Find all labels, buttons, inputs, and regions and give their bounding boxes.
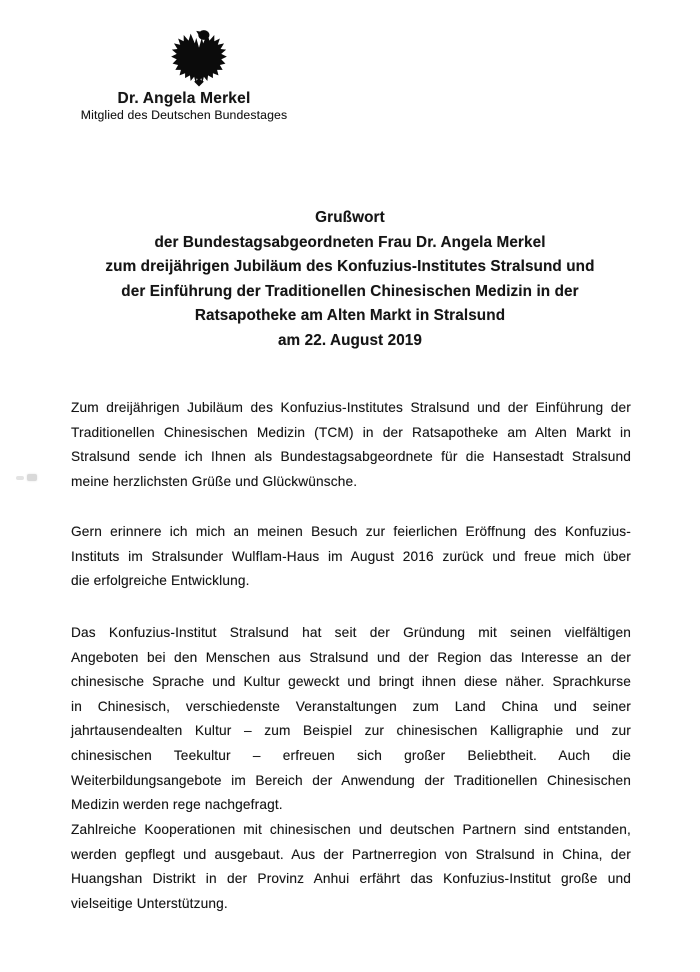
letterhead-role: Mitglied des Deutschen Bundestages (80, 108, 288, 122)
body-line: chinesische Sprache und Kultur geweckt und bringt ihnen diese näher. Sprachkurse (71, 674, 631, 690)
paragraph-memory (71, 520, 631, 594)
body-line: meine herzlichsten Grüße und Glückwünsche. (71, 473, 358, 489)
bundesadler-eagle-icon (164, 26, 234, 90)
title-line: der Einführung der Traditionellen Chinesischen Medizin in der (121, 282, 579, 300)
letterhead-name: Dr. Angela Merkel (117, 90, 251, 107)
paragraph-greeting (71, 396, 631, 494)
title-line: Ratsapotheke am Alten Markt in Stralsund (194, 307, 506, 325)
body-line: chinesischen Teekultur – erfreuen sich großer Beliebtheit. Auch die (71, 747, 631, 763)
title-line: der Bundestagsabgeordneten Frau Dr. Angela Merkel (154, 233, 546, 251)
body-line: Zahlreiche Kooperationen mit chinesischen und deutschen Partnern sind entstanden, (71, 822, 631, 837)
title-line: Grußwort (315, 209, 385, 226)
body-line: Das Konfuzius-Institut Stralsund hat seit der Gründung mit seinen vielfältigen (71, 625, 631, 640)
body-line: Weiterbildungsangebote im Bereich der Anwendung der Traditionellen Chinesischen (71, 772, 631, 788)
scan-artifact (27, 474, 37, 481)
body-line: Stralsund sende ich Ihnen als Bundestagsabgeordnete für die Hansestadt Stralsund (71, 449, 631, 465)
letterhead-text (36, 90, 332, 123)
body-line: Huangshan Distrikt in der Provinz Anhui erfährt das Konfuzius-Institut große und (71, 871, 631, 887)
body-line: Angeboten bei den Menschen aus Stralsund und der Region das Interesse an der (71, 649, 631, 665)
body-line: werden gepflegt und ausgebaut. Aus der Partnerregion von Stralsund in China, der (71, 846, 631, 862)
title-block (0, 206, 700, 354)
body-line: jahrtausendealten Kultur – zum Beispiel zur chinesischen Kalligraphie und zur (71, 723, 631, 739)
scan-artifact (16, 476, 24, 480)
title-line: zum dreijährigen Jubiläum des Konfuzius-Institutes Stralsund und (105, 258, 595, 276)
body-line: Instituts im Stralsunder Wulflam-Haus im August 2016 zurück und freue mich über (71, 548, 631, 564)
body-line: Medizin werden rege nachgefragt. (71, 797, 283, 813)
body-line: Traditionellen Chinesischen Medizin (TCM) in der Ratsapotheke am Alten Markt in (71, 424, 631, 440)
body-line: Gern erinnere ich mich an meinen Besuch zur feierlichen Eröffnung des Konfuzius- (71, 524, 631, 539)
paragraph-cooperations (71, 818, 631, 916)
title-line: am 22. August 2019 (277, 331, 423, 349)
body-line: vielseitige Unterstützung. (71, 895, 228, 911)
body-line: Zum dreijährigen Jubiläum des Konfuzius-Institutes Stralsund und der Einführung der (71, 400, 631, 415)
body-line: in Chinesisch, verschiedenste Veranstaltungen zum Land China und seiner (71, 698, 631, 714)
paragraph-institute (71, 621, 631, 818)
body-line: die erfolgreiche Entwicklung. (71, 573, 250, 589)
